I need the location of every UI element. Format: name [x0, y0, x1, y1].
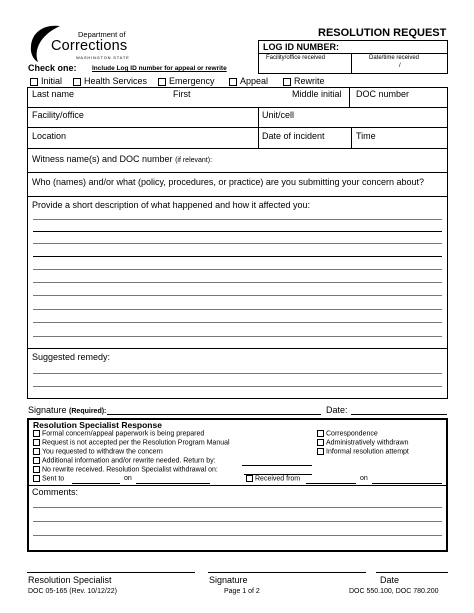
rs-option-admin-withdrawn-label: Administratively withdrawn [326, 439, 409, 447]
doc-number-field[interactable]: DOC number [356, 89, 410, 99]
page-number: Page 1 of 2 [224, 588, 260, 595]
witness-note: (if relevant): [175, 157, 213, 164]
log-id-label: LOG ID NUMBER: [263, 42, 339, 52]
doc-logo [22, 22, 132, 64]
rs-option-correspondence[interactable] [317, 430, 378, 437]
signature-text: Signature [28, 405, 67, 415]
footer-signature-label: Signature [209, 575, 248, 585]
rs-option-no-rewrite-label: No rewrite received. Resolution Specialist withdrawal on: [42, 466, 218, 474]
rs-sent-to[interactable] [33, 475, 64, 482]
sent-on-line[interactable] [136, 483, 210, 484]
received-on-line[interactable] [372, 483, 442, 484]
facility-received-label: Facility/office received [266, 55, 325, 61]
rs-name-line[interactable] [27, 572, 195, 573]
received-from-line[interactable] [306, 483, 356, 484]
time-field[interactable]: Time [356, 131, 376, 141]
date-of-incident-field[interactable]: Date of incident [262, 131, 325, 141]
rs-received-from-label: Received from [255, 475, 301, 483]
witness-field[interactable] [32, 154, 212, 164]
comments-label: Comments: [32, 487, 79, 497]
page-title: RESOLUTION REQUEST [318, 27, 447, 39]
rs-received-from[interactable] [246, 475, 300, 482]
rs-option-additional-info-label: Additional information and/or rewrite needed. Return by: [42, 457, 216, 465]
option-health-services-label: Health Services [84, 76, 148, 86]
description-label: Provide a short description of what happened and how it affected you: [32, 200, 311, 210]
checkbox-appeal[interactable] [229, 76, 268, 86]
doc-references: DOC 550.100, DOC 780.200 [349, 588, 439, 595]
rs-sent-to-label: Sent to [42, 475, 65, 483]
logo-corrections-text: Corrections [51, 38, 128, 54]
who-what-field[interactable]: Who (names) and/or what (policy, procedures, or practice) are you submitting your concern about? [32, 177, 425, 187]
rs-option-not-accepted[interactable] [33, 439, 230, 446]
middle-initial-field[interactable]: Middle initial [292, 89, 342, 99]
rs-option-informal-resolution-label: Informal resolution attempt [326, 448, 409, 456]
facility-office-field[interactable]: Facility/office [32, 110, 84, 120]
signature-date-label: Date: [326, 405, 348, 415]
rs-date-line[interactable] [376, 572, 448, 573]
check-one-note: Include Log ID number for appeal or rewrite [92, 65, 227, 72]
rs-option-additional-info[interactable] [33, 457, 216, 464]
rs-option-withdraw-label: You requested to withdraw the concern [42, 448, 163, 456]
checkbox-rewrite[interactable] [283, 76, 325, 86]
option-initial-label: Initial [41, 76, 63, 86]
check-one-label: Check one: [28, 63, 77, 73]
signature-line[interactable] [107, 414, 321, 415]
footer-date-label: Date [380, 575, 400, 585]
rs-option-not-accepted-label: Request is not accepted per the Resolution Program Manual [42, 439, 230, 447]
log-id-box [258, 40, 448, 74]
rs-response-title: Resolution Specialist Response [33, 420, 162, 430]
rs-option-paperwork-label: Formal concern/appeal paperwork is being prepared [42, 430, 205, 438]
option-rewrite-label: Rewrite [294, 76, 325, 86]
witness-label: Witness name(s) and DOC number [32, 154, 173, 164]
unit-cell-field[interactable]: Unit/cell [262, 110, 295, 120]
checkbox-health-services[interactable] [73, 76, 147, 86]
location-field[interactable]: Location [32, 131, 67, 141]
logo-state-text: WASHINGTON STATE [76, 55, 130, 60]
option-emergency-label: Emergency [169, 76, 215, 86]
last-name-field[interactable]: Last name [32, 89, 75, 99]
signature-label [28, 405, 106, 415]
rs-signature-line[interactable] [208, 572, 366, 573]
first-name-field[interactable]: First [173, 89, 191, 99]
form-number: DOC 05-165 (Rev. 10/12/22) [28, 588, 117, 595]
signature-required: (Required): [69, 408, 107, 415]
rs-option-withdraw[interactable] [33, 448, 163, 455]
rs-received-on-label: on [360, 475, 368, 482]
suggested-remedy-label: Suggested remedy: [32, 352, 111, 362]
rs-option-correspondence-label: Correspondence [326, 430, 378, 438]
rs-sent-on-label: on [124, 475, 132, 482]
rs-option-admin-withdrawn[interactable] [317, 439, 408, 446]
option-appeal-label: Appeal [240, 76, 269, 86]
signature-date-line[interactable] [351, 414, 447, 415]
datetime-received-label: Date/time received [369, 55, 420, 61]
sent-to-line[interactable] [72, 483, 120, 484]
logo-dept-text: Department of [78, 30, 126, 39]
rs-option-paperwork[interactable] [33, 430, 204, 437]
return-by-line[interactable] [242, 465, 312, 466]
checkbox-emergency[interactable] [158, 76, 215, 86]
rs-option-no-rewrite[interactable] [33, 466, 218, 473]
checkbox-initial[interactable] [30, 76, 62, 86]
datetime-slash: / [399, 63, 401, 69]
rs-option-informal-resolution[interactable] [317, 448, 409, 455]
footer-rs-label: Resolution Specialist [28, 575, 112, 585]
